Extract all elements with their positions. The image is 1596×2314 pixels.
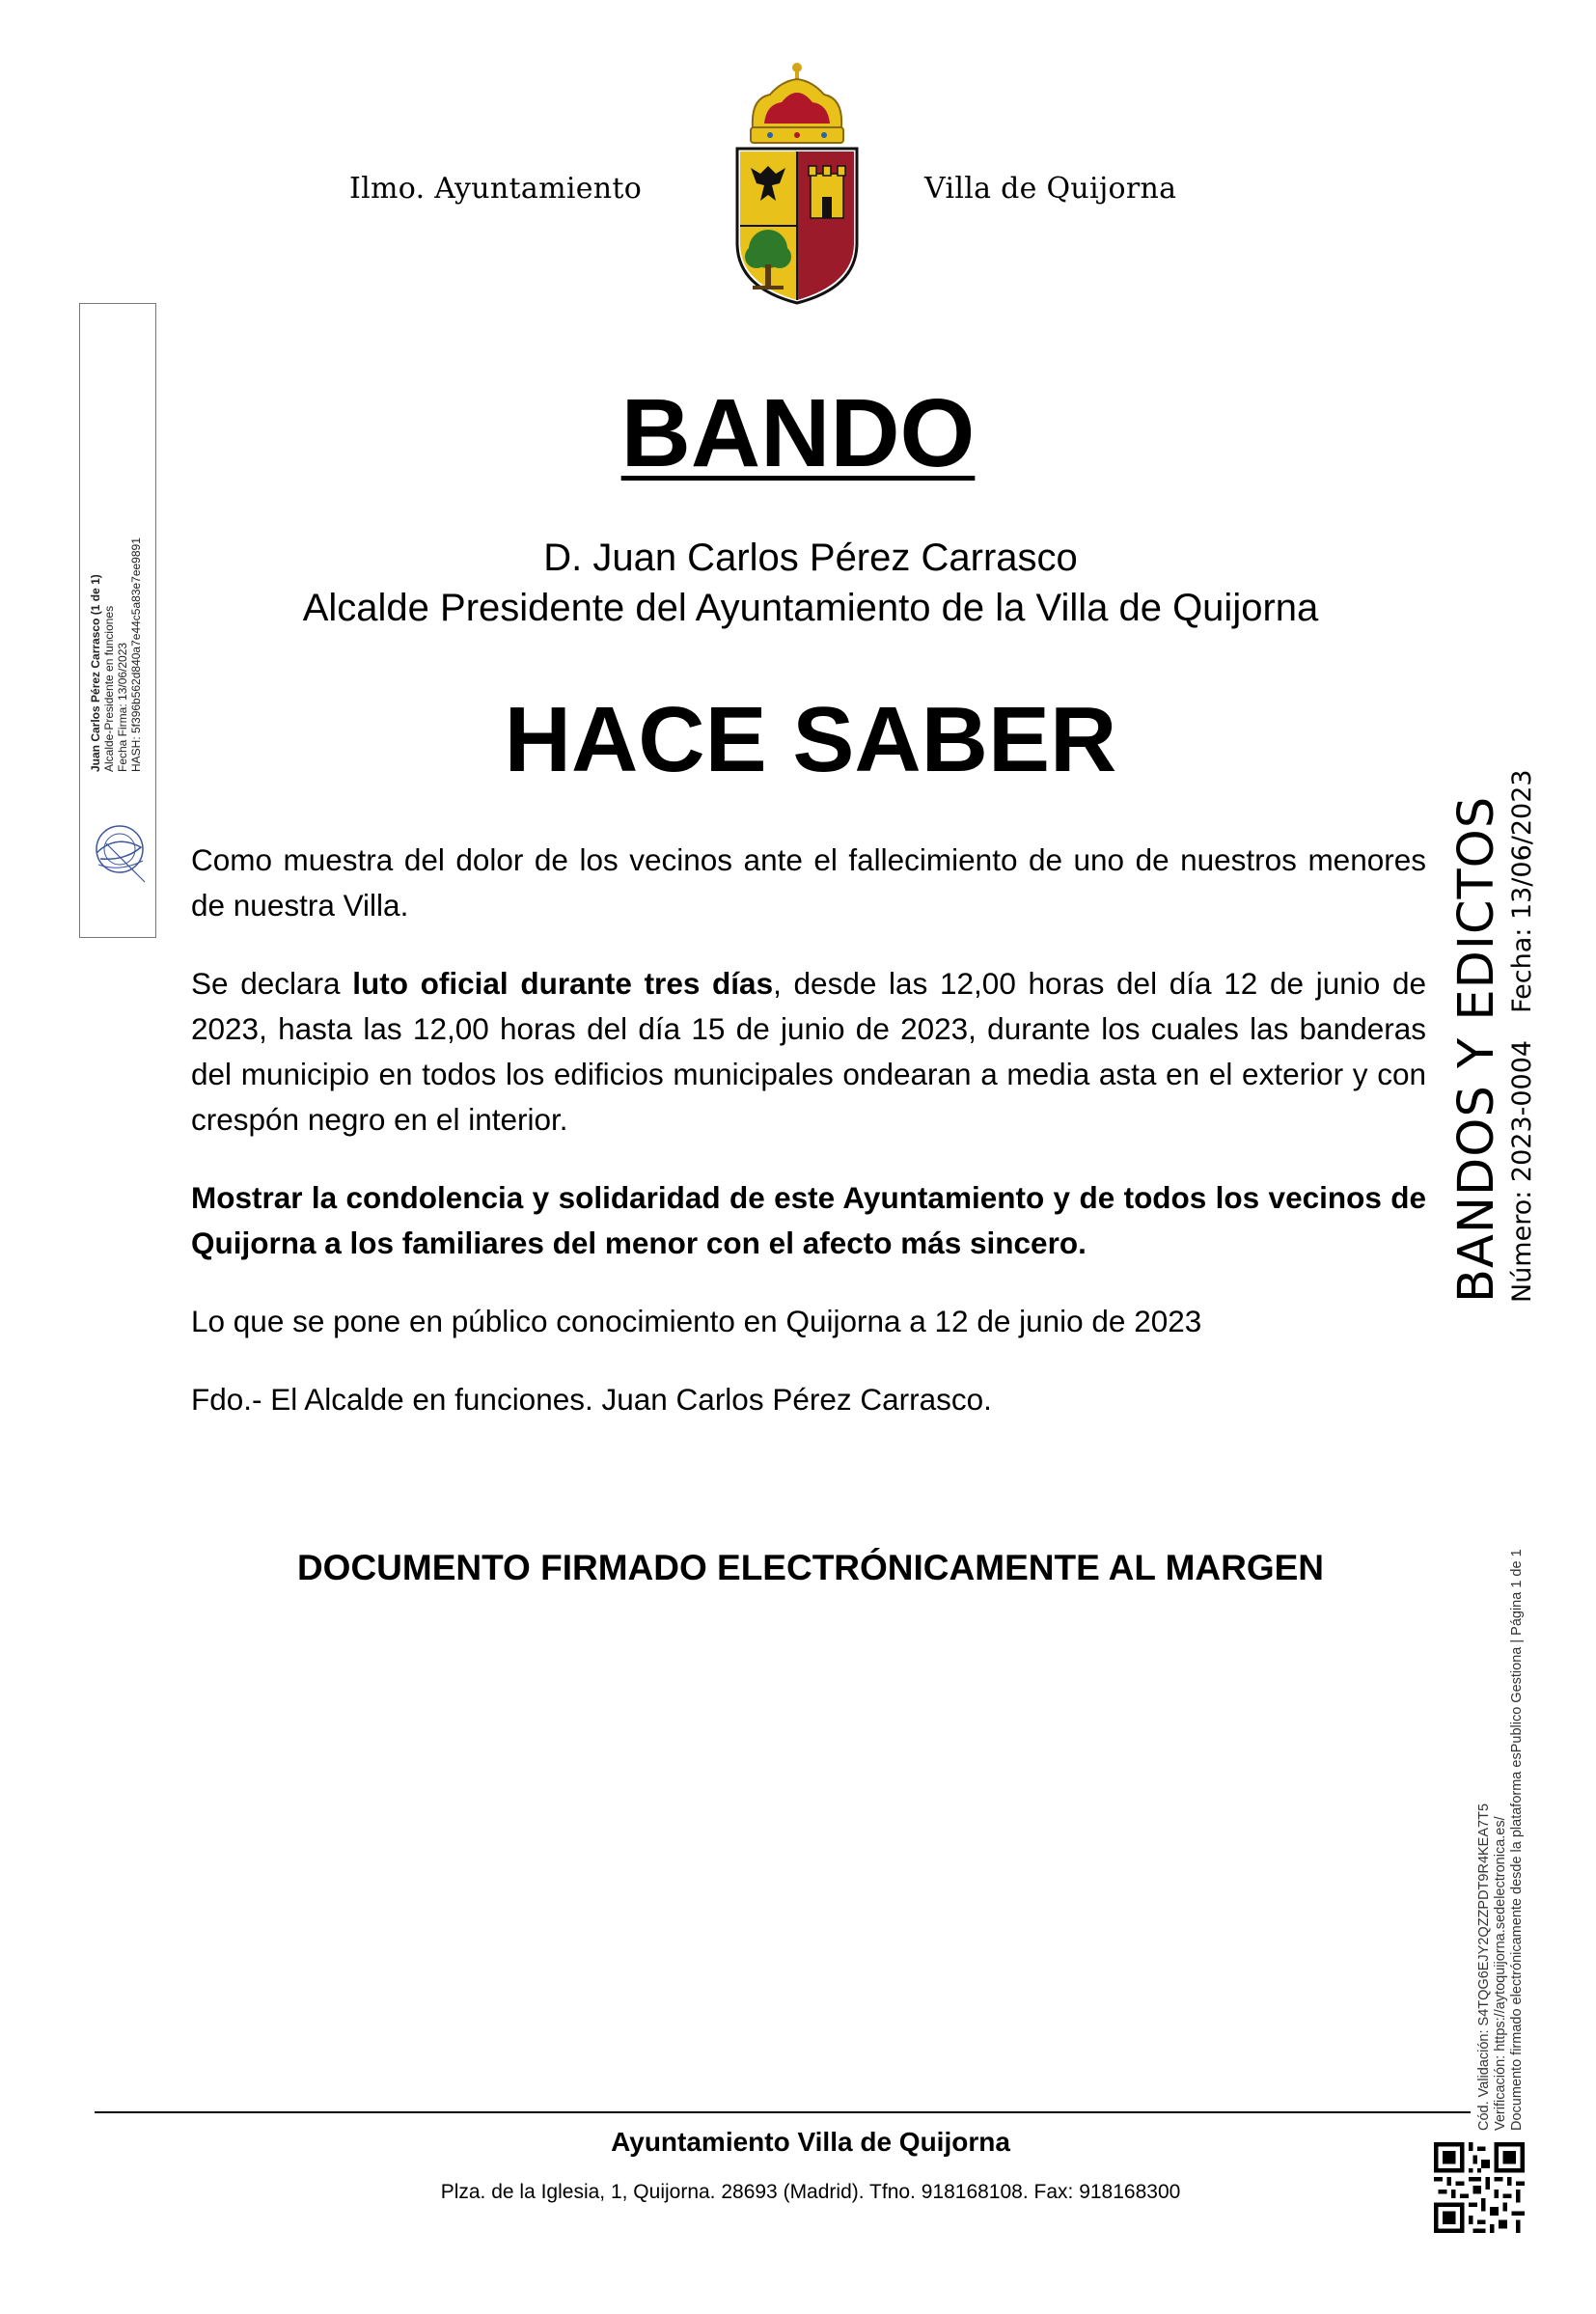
signature-seal-icon (87, 814, 156, 897)
registry-number: Número: 2023-0004 (1507, 1039, 1537, 1303)
paragraph-1: Como muestra del dolor de los vecinos ante el fallecimiento de uno de nuestros menores de nuestra Villa. (191, 842, 1426, 923)
signed-margin-notice: DOCUMENTO FIRMADO ELECTRÓNICAMENTE AL MARGEN (296, 1548, 1325, 1587)
signature-role: Alcalde-Presidente en funciones (102, 605, 116, 772)
validation-code: Cód. Validación: S4TQG6EJY2QZZPDT9R4KEA7T5 (1476, 1803, 1492, 2131)
document-body (191, 838, 1426, 1455)
signature-date: Fecha Firma: 13/06/2023 (116, 642, 129, 772)
paragraph-4: Lo que se pone en público conocimiento en Quijorna a 12 de junio de 2023 (191, 1304, 1202, 1338)
validation-platform: Documento firmado electrónicamente desde la plataforma esPublico Gestiona | Página 1 de 1 (1509, 1549, 1525, 2131)
validation-verification: Verificación: https://aytoquijorna.sedelectronica.es/ (1493, 1816, 1508, 2131)
paragraph-2: Se declara luto oficial durante tres días, desde las 12,00 horas del día 12 de junio de 2023, hasta las 12,00 horas del día 15 de junio de 2023, durante los cuales las banderas del municipio en todos los edificios municipales ondearan a media asta en el exterior y con crespón negro en el interior. (191, 966, 1426, 1137)
document-title: BANDO (620, 379, 976, 487)
mayor-position: Alcalde Presidente del Ayuntamiento de la Villa de Quijorna (302, 587, 1319, 629)
hace-saber-heading: HACE SABER (504, 688, 1117, 791)
paragraph-3: Mostrar la condolencia y solidaridad de este Ayuntamiento y de todos los vecinos de Quijorna a los familiares del menor con el afecto más sincero. (191, 1180, 1426, 1260)
registry-date: Fecha: 13/06/2023 (1507, 769, 1537, 1013)
header-left-text: Ilmo. Ayuntamiento (349, 172, 643, 206)
coat-of-arms-icon (731, 60, 863, 307)
footer-address: Plza. de la Iglesia, 1, Quijorna. 28693 (Madrid). Tfno. 918168108. Fax: 918168300 (440, 2181, 1181, 2203)
signature-name: Juan Carlos Pérez Carrasco (1 de 1) (89, 574, 102, 772)
footer-name: Ayuntamiento Villa de Quijorna (611, 2127, 1010, 2157)
registry-stamp (1449, 742, 1538, 1303)
qr-code-icon (1434, 2142, 1525, 2233)
footer-divider (95, 2111, 1471, 2113)
registry-label: BANDOS Y EDICTOS (1448, 795, 1505, 1303)
validation-block (1476, 1549, 1526, 2131)
header-right-text: Villa de Quijorna (924, 172, 1177, 206)
registry-details (1507, 742, 1538, 1303)
mayor-block (0, 533, 1596, 633)
paragraph-5: Fdo.- El Alcalde en funciones. Juan Carlos Pérez Carrasco. (191, 1382, 992, 1417)
signature-hash: HASH: 5f396b562d840a7e44c5a83e7ee9891 (129, 537, 143, 772)
mayor-name: D. Juan Carlos Pérez Carrasco (543, 537, 1078, 579)
